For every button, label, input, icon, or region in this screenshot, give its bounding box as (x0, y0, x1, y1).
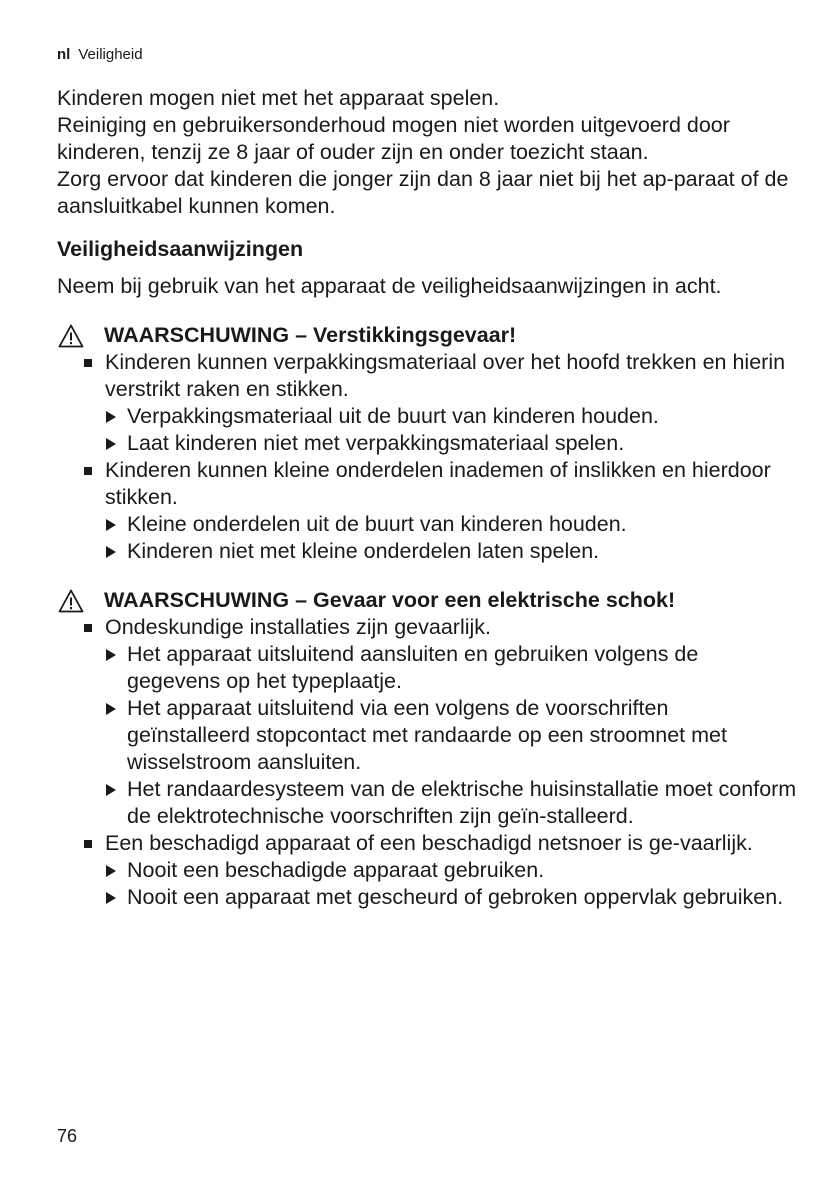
bullet-square-icon (84, 624, 92, 632)
warning-block (57, 322, 797, 565)
warning-title: WAARSCHUWING – Gevaar voor een elektrische schok! (104, 588, 676, 612)
header-section: Veiligheid (78, 46, 143, 63)
arrow-right-icon (106, 784, 116, 796)
intro-paragraph: Zorg ervoor dat kinderen die jonger zijn dan 8 jaar niet bij het ap-paraat of de aansluitkabel kunnen komen. (57, 167, 789, 218)
hazard-text: Ondeskundige installaties zijn gevaarlijk. (105, 615, 492, 639)
action-text: Verpakkingsmateriaal uit de buurt van kinderen houden. (127, 404, 659, 428)
bullet-square-icon (84, 467, 92, 475)
action-list (105, 511, 797, 565)
action-list (105, 403, 797, 457)
action-item (105, 641, 797, 695)
warning-heading (58, 587, 797, 614)
hazard-item (84, 457, 797, 565)
arrow-right-icon (106, 892, 116, 904)
action-list (105, 857, 797, 911)
action-text: Kleine onderdelen uit de buurt van kinderen houden. (127, 512, 627, 536)
action-text: Het apparaat uitsluitend aansluiten en gebruiken volgens de gegevens op het typeplaatje. (127, 642, 699, 693)
action-item (105, 430, 797, 457)
bullet-square-icon (84, 840, 92, 848)
intro-paragraph: Kinderen mogen niet met het apparaat spelen. (57, 86, 500, 110)
action-item (105, 695, 797, 776)
hazard-item (84, 614, 797, 830)
warning-triangle-icon (58, 589, 84, 613)
hazard-text: Kinderen kunnen kleine onderdelen inademen of inslikken en hierdoor stikken. (105, 458, 771, 509)
action-item (105, 511, 797, 538)
intro-block (57, 85, 797, 220)
hazard-text: Kinderen kunnen verpakkingsmateriaal over het hoofd trekken en hierin verstrikt raken en stikken. (105, 350, 786, 401)
section-text: Neem bij gebruik van het apparaat de veiligheidsaanwijzingen in acht. (57, 274, 722, 298)
arrow-right-icon (106, 649, 116, 661)
running-header (57, 46, 143, 63)
arrow-right-icon (106, 865, 116, 877)
warning-triangle-icon (58, 324, 84, 348)
action-text: Laat kinderen niet met verpakkingsmateriaal spelen. (127, 431, 625, 455)
action-item (105, 857, 797, 884)
hazard-list (57, 614, 797, 911)
action-text: Kinderen niet met kleine onderdelen laten spelen. (127, 539, 600, 563)
hazard-item (84, 830, 797, 911)
bullet-square-icon (84, 359, 92, 367)
action-text: Nooit een apparaat met gescheurd of gebroken oppervlak gebruiken. (127, 885, 784, 909)
arrow-right-icon (106, 546, 116, 558)
action-item (105, 776, 797, 830)
action-item (105, 538, 797, 565)
language-code: nl (57, 46, 71, 63)
action-text: Het randaardesysteem van de elektrische huisinstallatie moet conform de elektrotechnische voorschriften zijn geïn-stalleerd. (127, 777, 797, 828)
page-content (57, 85, 797, 911)
action-list (105, 641, 797, 830)
action-text: Het apparaat uitsluitend via een volgens de voorschriften geïnstalleerd stopcontact met randaarde op een stroomnet met wisselstroom aansluiten. (127, 696, 727, 774)
warning-title: WAARSCHUWING – Verstikkingsgevaar! (104, 323, 517, 347)
section-title: Veiligheidsaanwijzingen (57, 237, 304, 261)
action-text: Nooit een beschadigde apparaat gebruiken. (127, 858, 545, 882)
hazard-item (84, 349, 797, 457)
arrow-right-icon (106, 411, 116, 423)
action-item (105, 403, 797, 430)
page-number: 76 (57, 1126, 78, 1146)
arrow-right-icon (106, 519, 116, 531)
action-item (105, 884, 797, 911)
warning-heading (58, 322, 797, 349)
hazard-list (57, 349, 797, 565)
arrow-right-icon (106, 438, 116, 450)
hazard-text: Een beschadigd apparaat of een beschadigd netsnoer is ge-vaarlijk. (105, 831, 753, 855)
warning-block (57, 587, 797, 911)
arrow-right-icon (106, 703, 116, 715)
intro-paragraph: Reiniging en gebruikersonderhoud mogen niet worden uitgevoerd door kinderen, tenzij ze 8 jaar of ouder zijn en onder toezicht staan. (57, 113, 730, 164)
